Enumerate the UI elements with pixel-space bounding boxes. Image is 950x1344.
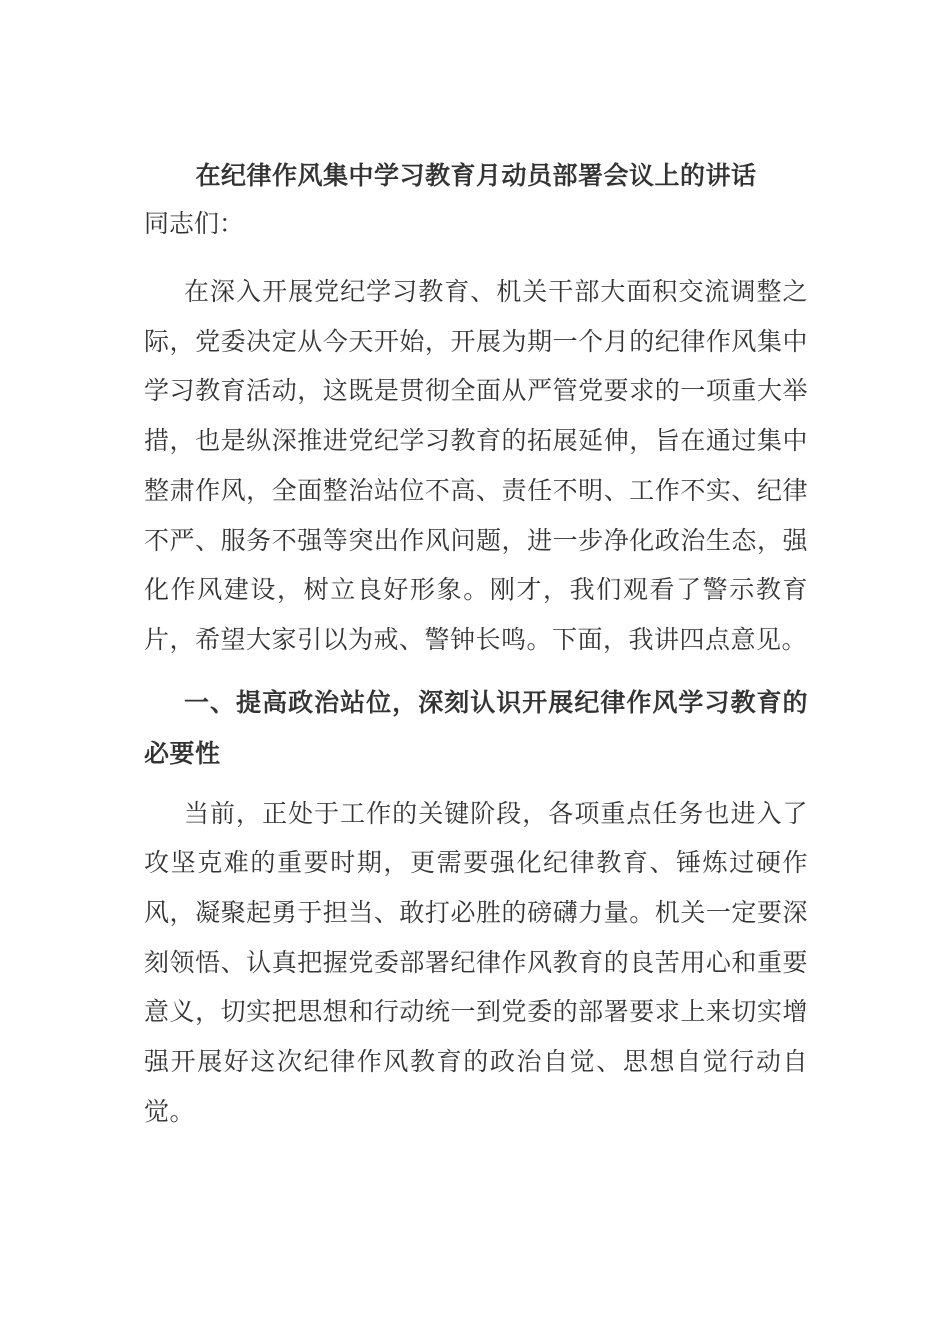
salutation: 同志们：	[144, 209, 245, 238]
document-title: 在纪律作风集中学习教育月动员部署会议上的讲话	[195, 161, 757, 190]
paragraph-section-1: 当前，正处于工作的关键阶段，各项重点任务也进入了攻坚克难的重要时期，更需要强化纪律教育、锤炼过硬作风，凝聚起勇于担当、敢打必胜的磅礴力量。机关一定要深刻领悟、认真把握党委部署纪律作风教育的良苦用心和重要意义，切实把思想和行动统一到党委的部署要求上来切实增强开展好这次纪律作风教育的政治自觉、思想自觉行动自觉。	[144, 798, 808, 1126]
section-heading-1: 一、提高政治站位，深刻认识开展纪律作风学习教育的必要性	[144, 687, 808, 768]
paragraph-intro: 在深入开展党纪学习教育、机关干部大面积交流调整之际，党委决定从今天开始，开展为期一个月的纪律作风集中学习教育活动，这既是贯彻全面从严管党要求的一项重大举措，也是纵深推进党纪学习教育的拓展延伸，旨在通过集中整肃作风，全面整治站位不高、责任不明、工作不实、纪律不严、服务不强等突出作风问题，进一步净化政治生态，强化作风建设，树立良好形象。刚才，我们观看了警示教育片，希望大家引以为戒、警钟长鸣。下面，我讲四点意见。	[144, 277, 808, 654]
document-page	[144, 148, 808, 1137]
